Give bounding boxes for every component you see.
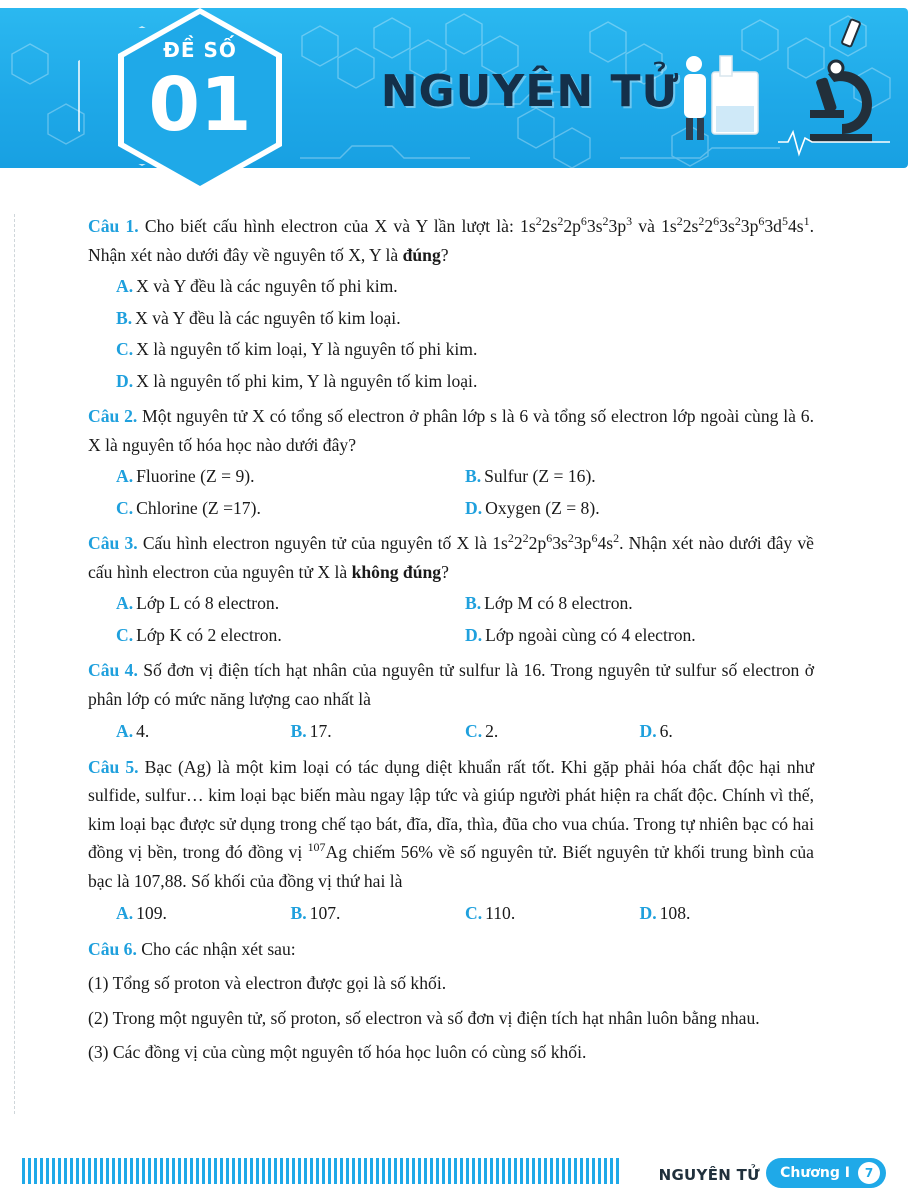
option-2-d[interactable] [465,494,814,523]
question-label-5: Câu 5. [88,756,139,777]
question-stem-2 [88,402,814,459]
option-label: B. [465,593,482,613]
option-label: B. [290,721,307,741]
option-label: A. [116,903,134,923]
statement-6-1: (1) Tổng số proton và electron được gọi là số khối. [88,973,447,993]
option-text: 6. [659,721,673,741]
option-label: C. [116,339,134,359]
option-label: C. [465,721,483,741]
question-stem-1: Câu 1. Cho biết cấu hình electron của X và Y lần lượt là: $1s^22s^22p^63s^23p^3$ và $1s^22s^22^63s^23p^63d^54s^1$. Nhận xét nào dưới đây về nguyên tố X, Y là đúng? [88,214,814,265]
footer-chapter-chip [766,1158,886,1188]
statement-6-2: (2) Trong một nguyên tử, số proton, số electron và số đơn vị điện tích hạt nhân luôn bằng nhau. [88,1007,760,1028]
option-label: A. [116,721,134,741]
question-block-6 [88,935,814,1067]
option-1-c[interactable] [88,335,814,364]
question-label-6: Câu 6. [88,938,137,959]
question-text-6: Cho các nhận xét sau: [141,938,296,959]
option-label: C. [116,624,134,645]
option-3-c[interactable] [116,621,465,650]
option-text: 108. [659,903,691,923]
option-text: X là nguyên tố phi kim, Y là nguyên tố kim loại. [136,370,478,391]
options-row-3-2 [88,621,814,650]
option-label: B. [116,307,133,328]
options-row-4 [88,717,814,746]
question-text-2: Một nguyên tử X có tổng số electron ở phân lớp s là 6 và tổng số electron lớp ngoài cùng là 6. X là nguyên tố hóa học nào dưới đây? [88,406,814,455]
option-text: Fluorine (Z = 9). [136,466,255,486]
question-block-3 [88,529,814,649]
science-lab-illustration-icon [660,14,890,164]
question-stem-5: Câu 5. Bạc (Ag) là một kim loại có tác dụng diệt khuẩn rất tốt. Khi gặp phải hóa chất độc hại như sulfide, sulfur… kim loại bạc biến màu ngay lập tức và giúp người phát hiện ra chất độc. Chính vì thế, kim loại bạc được sử dụng trong chế tạo bát, đĩa, dĩa, thìa, đũa cho vua chúa. Trong tự nhiên bạc có hai đồng vị bền, trong đó đồng vị $^{107}$Ag chiếm 56% về số nguyên tử. Biết nguyên tử khối trung bình của bạc là 107,88. Số khối của đồng vị thứ hai là [88,756,815,891]
statement-6-3: (3) Các đồng vị của cùng một nguyên tố hóa học luôn có cùng số khối. [88,1042,587,1062]
question-block-1 [88,212,814,395]
option-4-d[interactable] [640,717,815,746]
option-label: A. [116,593,134,613]
option-text: 107. [309,903,341,923]
option-5-d[interactable] [640,899,815,928]
option-label: B. [465,466,482,486]
option-label: C. [465,903,483,923]
option-text: X là nguyên tố kim loại, Y là nguyên tố phi kim. [136,339,478,359]
question-stem-3: Câu 3. Cấu hình electron nguyên tử của nguyên tố X là $1s^22^22p^63s^23p^64s^2$. Nhận xét nào dưới đây về cấu hình electron của nguyên tử X là không đúng? [88,531,814,582]
option-text: 17. [309,721,332,741]
badge-number: 01 [148,62,252,148]
option-4-c[interactable] [465,717,640,746]
option-text: Lớp L có 8 electron. [136,593,280,613]
option-label: A. [116,276,134,296]
option-label: D. [465,624,483,645]
footer-chapter-label: Chương I [780,1165,850,1181]
question-stem-4 [88,656,814,713]
option-5-c[interactable] [465,899,640,928]
option-5-b[interactable] [291,899,466,928]
option-5-a[interactable] [116,899,291,928]
question-block-2 [88,402,814,522]
question-label-3: Câu 3. [88,533,138,553]
page-number: 7 [858,1162,880,1184]
option-label: D. [639,721,657,741]
option-text: Lớp M có 8 electron. [484,593,633,613]
option-4-a[interactable] [116,717,291,746]
exam-number-badge [78,0,308,200]
option-text: Chlorine (Z =17). [136,497,261,518]
option-text: 110. [485,903,516,923]
option-2-b[interactable] [465,462,814,491]
option-text: Sulfur (Z = 16). [484,466,596,486]
option-1-b[interactable] [88,304,814,333]
option-2-c[interactable] [116,494,465,523]
page-header [0,0,908,200]
option-text: X và Y đều là các nguyên tố kim loại. [135,307,401,328]
options-row-3-1 [88,589,814,618]
option-text: Lớp K có 2 electron. [136,624,282,645]
option-1-d[interactable] [88,367,814,396]
question-label-2: Câu 2. [88,406,138,426]
option-label: A. [116,466,134,486]
page-title: NGUYÊN TỬ [380,66,680,117]
option-text: 2. [485,721,499,741]
footer-title: NGUYÊN TỬ [658,1166,760,1184]
question-block-5 [88,753,814,928]
option-3-b[interactable] [465,589,814,618]
option-text: 4. [136,721,150,741]
options-row-5 [88,899,814,928]
option-text: Lớp ngoài cùng có 4 electron. [485,624,696,645]
page-margin-rule [14,214,15,1114]
question-text-4: Số đơn vị điện tích hạt nhân của nguyên tử sulfur là 16. Trong nguyên tử sulfur số electron ở phân lớp có mức năng lượng cao nhất là [88,660,814,709]
badge-label: ĐỀ SỐ [163,38,237,62]
option-2-a[interactable] [116,462,465,491]
option-1-a[interactable] [88,272,814,301]
option-3-d[interactable] [465,621,814,650]
page-footer [0,1146,908,1200]
option-label: D. [639,903,657,923]
footer-tick-pattern-icon [22,1158,622,1184]
option-4-b[interactable] [291,717,466,746]
options-row-2-1 [88,462,814,491]
question-label-4: Câu 4. [88,660,138,680]
question-label-1: Câu 1. [88,216,139,236]
option-label: B. [290,903,307,923]
option-label: C. [116,497,134,518]
exam-content [88,212,814,1074]
option-label: D. [465,497,483,518]
option-label: D. [116,370,134,391]
option-text: 109. [136,903,167,923]
question-block-4 [88,656,814,746]
option-text: Oxygen (Z = 8). [485,497,600,518]
option-text: X và Y đều là các nguyên tố phi kim. [136,276,398,296]
options-row-2-2 [88,494,814,523]
question-stem-6 [88,935,814,964]
option-3-a[interactable] [116,589,465,618]
